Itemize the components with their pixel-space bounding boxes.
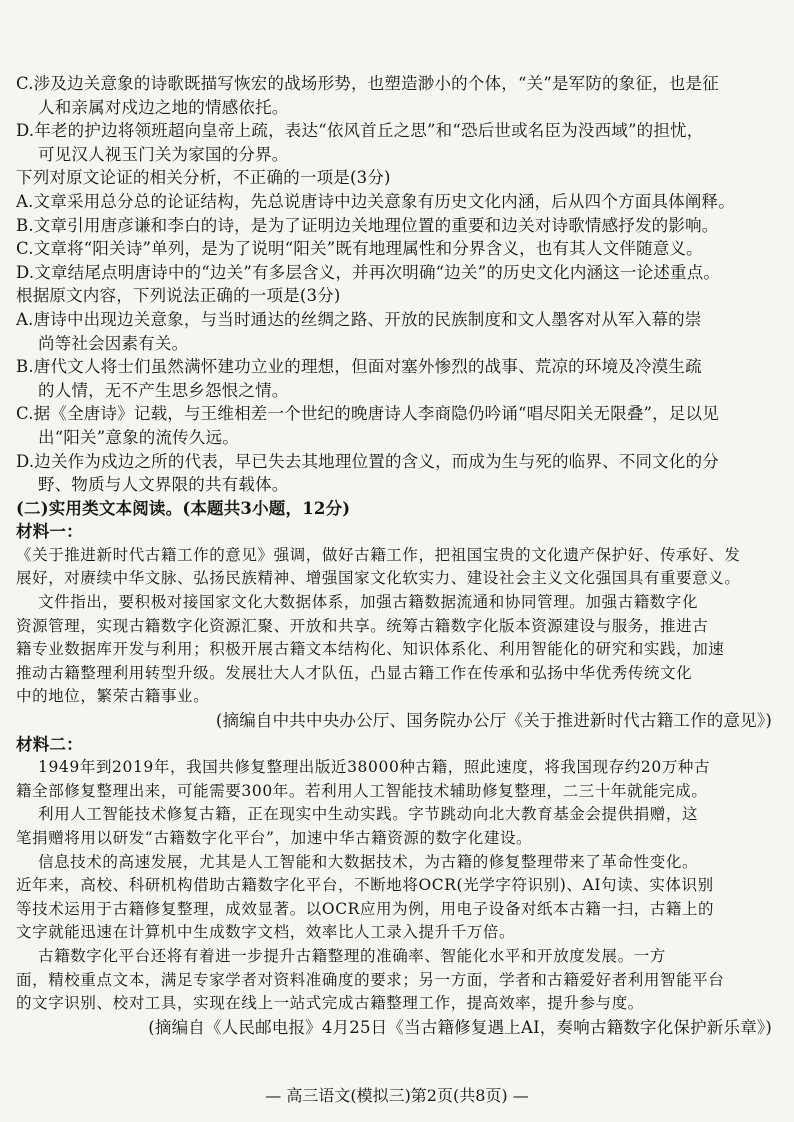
page-footer: — 高三语文(模拟三)第2页(共8页) — xyxy=(265,1086,529,1105)
material-2-paragraph: 1949年到2019年，我国共修复整理出版近38000种古籍，照此速度，将我国现存约20万种古 xyxy=(38,758,711,777)
option-b-line-2: 的人情，无不产生思乡怨恨之情。 xyxy=(38,380,289,400)
option-c-line-1: C.据《全唐诗》记载，与王维相差一个世纪的晚唐诗人李商隐仍吟诵“唱尽阳关无限叠”，足以见 xyxy=(16,404,719,424)
material-2-label: 材料二： xyxy=(16,734,83,754)
material-1-paragraph: 推动古籍整理利用转型升级。发展壮大人才队伍，凸显古籍工作在传承和弘扬中华优秀传统文化 xyxy=(16,663,693,682)
material-1-label: 材料一： xyxy=(16,522,83,542)
option-d-line-1: D.边关作为戍边之所的代表，早已失去其地理位置的含义，而成为生与死的临界、不同文化的分 xyxy=(16,451,719,471)
option-d-line-2: 可见汉人视玉门关为家国的分界。 xyxy=(38,144,289,164)
material-2-paragraph: 面，精校重点文本，满足专家学者对资料准确度的要求；另一方面，学者和古籍爱好者利用智能平台 xyxy=(16,970,725,989)
material-2-paragraph: 等技术运用于古籍修复整理，成效显著。以OCR应用为例，用电子设备对纸本古籍一扫，古籍上的 xyxy=(16,899,715,918)
option-b: B.文章引用唐彦谦和李白的诗，是为了证明边关地理位置的重要和边关对诗歌情感抒发的影响。 xyxy=(16,215,719,235)
option-c-line-2: 出“阳关”意象的流传久远。 xyxy=(38,427,239,447)
material-1-source: (摘编自中共中央办公厅、国务院办公厅《关于推进新时代古籍工作的意见》) xyxy=(215,711,772,731)
option-a: A.文章采用总分总的论证结构，先总说唐诗中边关意象有历史文化内涵，后从四个方面具体阐释。 xyxy=(16,191,735,211)
material-1-paragraph: 中的地位，繁荣古籍事业。 xyxy=(16,687,210,706)
option-c-line-1: C.涉及边关意象的诗歌既描写恢宏的战场形势，也塑造渺小的个体，“关”是军防的象征，也是征 xyxy=(16,74,719,93)
material-2-paragraph: 近年来，高校、科研机构借助古籍数字化平台，不断地将OCR(光学字符识别)、AI句读、实体识别 xyxy=(16,876,714,895)
material-2-paragraph: 信息技术的高速发展，尤其是人工智能和大数据技术，为古籍的修复整理带来了革命性变化。 xyxy=(38,852,699,871)
page-content xyxy=(16,72,786,1039)
material-1-paragraph: 展好，对赓续中华文脉、弘扬民族精神、增强国家文化软实力、建设社会主义文化强国具有重要意义。 xyxy=(16,569,741,588)
option-b-line-1: B.唐代文人将士们虽然满怀建功立业的理想，但面对塞外惨烈的战事、荒凉的环境及冷漠生疏 xyxy=(16,357,702,377)
option-a-line-1: A.唐诗中出现边关意象，与当时通达的丝绸之路、开放的民族制度和文人墨客对从军入幕的崇 xyxy=(16,309,702,329)
material-2-paragraph: 利用人工智能技术修复古籍，正在现实中生动实践。字节跳动向北大教育基金会提供捐赠，这 xyxy=(38,805,699,824)
material-1-paragraph: 文件指出，要积极对接国家文化大数据体系，加强古籍数据流通和协同管理。加强古籍数字化 xyxy=(38,593,699,612)
option-c-line-2: 人和亲属对戍边之地的情感依托。 xyxy=(38,97,289,117)
question-stem: 根据原文内容，下列说法正确的一项是(3分) xyxy=(16,286,341,306)
option-d: D.文章结尾点明唐诗中的“边关”有多层含义，并再次明确“边关”的历史文化内涵这一论述重点。 xyxy=(16,262,721,282)
material-2-paragraph: 的文字识别、校对工具，实现在线上一站式完成古籍整理工作，提高效率，提升参与度。 xyxy=(16,994,644,1013)
option-c: C.文章将“阳关诗”单列，是为了说明“阳关”既有地理属性和分界含义，也有其人文伴随意义。 xyxy=(16,239,703,259)
material-1-paragraph: 资源管理，实现古籍数字化资源汇聚、开放和共享。统筹古籍数字化版本资源建设与服务，推进古 xyxy=(16,616,709,635)
option-a-line-2: 尚等社会因素有关。 xyxy=(38,333,189,353)
material-2-paragraph: 籍全部修复整理出来，可能需要300年。若利用人工智能技术辅助修复整理，二三十年就能完成。 xyxy=(16,781,708,800)
option-d-line-1: D.年老的护边将领班超向皇帝上疏，表达“依风首丘之思”和“恐后世或名臣为没西域”的担忧， xyxy=(16,121,704,141)
question-stem: 下列对原文论证的相关分析，不正确的一项是(3分) xyxy=(16,168,391,188)
section-heading: (二)实用类文本阅读。(本题共3小题，12分) xyxy=(16,498,351,518)
option-d-line-2: 野、物质与人文界限的共有载体。 xyxy=(38,475,289,495)
material-1-paragraph: 籍专业数据库开发与利用；积极开展古籍文本结构化、知识体系化、利用智能化的研究和实践，加速 xyxy=(16,640,725,659)
material-2-paragraph: 笔捐赠将用以研发“古籍数字化平台”，加速中华古籍资源的数字化建设。 xyxy=(16,829,533,847)
material-2-paragraph: 古籍数字化平台还将有着进一步提升古籍整理的准确率、智能化水平和开放度发展。一方 xyxy=(38,946,666,965)
material-2-source: (摘编自《人民邮电报》4月25日《当古籍修复遇上AI，奏响古籍数字化保护新乐章》) xyxy=(148,1017,772,1037)
material-2-paragraph: 文字就能迅速在计算机中生成数字文档，效率比人工录入提升千万倍。 xyxy=(16,923,516,942)
material-1-paragraph: 《关于推进新时代古籍工作的意见》强调，做好古籍工作，把祖国宝贵的文化遗产保护好、传承好、发 xyxy=(16,545,741,564)
